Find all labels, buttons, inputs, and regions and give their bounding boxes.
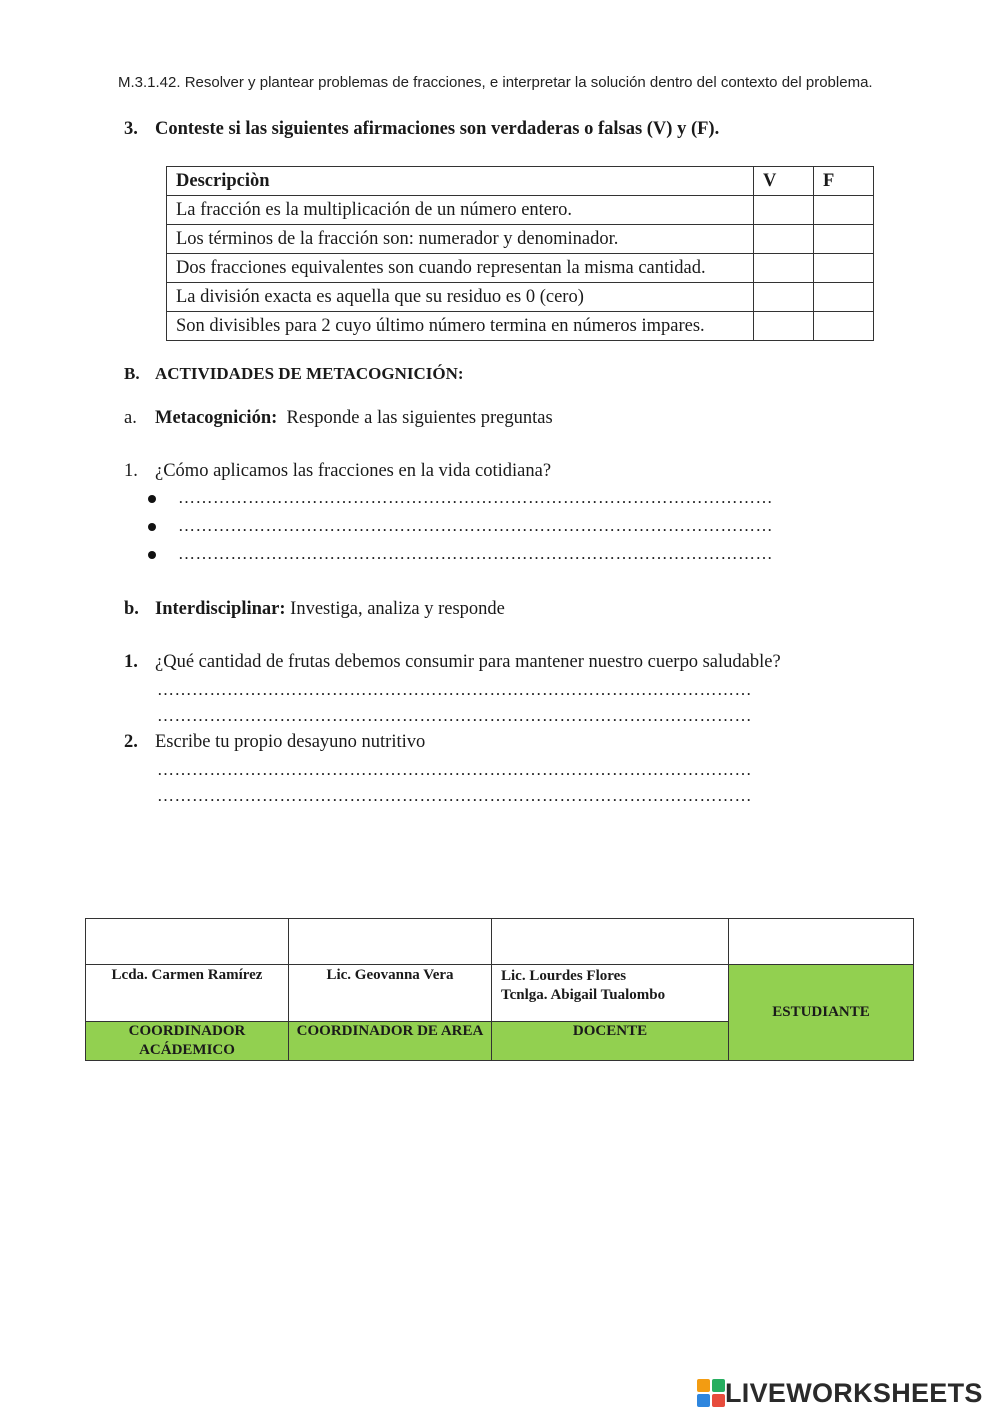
answer-line[interactable]: ………………………………………………………………………………………… xyxy=(157,760,752,779)
name-line: Lic. Lourdes Flores xyxy=(501,968,627,984)
objective-text: M.3.1.42. Resolver y plantear problemas de fracciones, e interpretar la solución dentro del contexto del problema. xyxy=(118,74,873,91)
metacognicion-q1-text: ¿Cómo aplicamos las fracciones en la vida cotidiana? xyxy=(155,461,552,481)
statement-cell: Los términos de la fracción son: numerador y denominador. xyxy=(167,225,754,254)
header-f: F xyxy=(814,167,874,196)
metacognicion-text: Responde a las siguientes preguntas xyxy=(286,408,553,428)
signature-cell xyxy=(492,919,729,965)
liveworksheets-logo-icon xyxy=(697,1379,725,1407)
role-cell: COORDINADOR DE AREA xyxy=(289,1022,492,1061)
table-row xyxy=(167,254,874,283)
table-row xyxy=(167,312,874,341)
section3-number: 3. xyxy=(124,119,138,139)
signature-blank-row xyxy=(86,919,914,965)
interdisciplinar-letter: b. xyxy=(124,599,139,619)
answer-cell-v[interactable] xyxy=(754,283,814,312)
answer-cell-f[interactable] xyxy=(814,283,874,312)
answer-cell-v[interactable] xyxy=(754,196,814,225)
interdisciplinar-text: Investiga, analiza y responde xyxy=(290,599,505,619)
table-row xyxy=(167,283,874,312)
answer-cell-v[interactable] xyxy=(754,225,814,254)
true-false-table xyxy=(166,166,874,341)
interdisciplinar-q1-number: 1. xyxy=(124,652,138,672)
answer-cell-f[interactable] xyxy=(814,225,874,254)
answer-line[interactable]: ………………………………………………………………………………………… xyxy=(157,680,752,699)
name-line: Tcnlga. Abigail Tualombo xyxy=(501,987,666,1003)
name-cell: Lic. Geovanna Vera xyxy=(289,965,492,1022)
signature-cell xyxy=(86,919,289,965)
metacognicion-heading xyxy=(155,406,553,430)
sectionB-letter: B. xyxy=(124,364,140,383)
header-description: Descripciòn xyxy=(167,167,754,196)
section3-title: Conteste si las siguientes afirmaciones son verdaderas o falsas (V) y (F). xyxy=(155,119,720,139)
header-v: V xyxy=(754,167,814,196)
logo-text: LIVEWORKSHEETS xyxy=(725,1377,983,1408)
interdisciplinar-q1-text: ¿Qué cantidad de frutas debemos consumir para mantener nuestro cuerpo saludable? xyxy=(155,652,781,672)
table-row xyxy=(167,225,874,254)
answer-cell-v[interactable] xyxy=(754,254,814,283)
interdisciplinar-q2-number: 2. xyxy=(124,732,138,752)
interdisciplinar-label: Interdisciplinar: xyxy=(155,599,286,619)
signature-table xyxy=(85,918,914,1061)
bullet-icon xyxy=(148,523,156,531)
sectionB-title: ACTIVIDADES DE METACOGNICIÓN: xyxy=(155,364,464,383)
statement-cell: Dos fracciones equivalentes son cuando representan la misma cantidad. xyxy=(167,254,754,283)
answer-cell-f[interactable] xyxy=(814,312,874,341)
metacognicion-label: Metacognición: xyxy=(155,408,278,428)
answer-cell-f[interactable] xyxy=(814,254,874,283)
role-cell: COORDINADOR ACÁDEMICO xyxy=(86,1022,289,1061)
statement-cell: La división exacta es aquella que su residuo es 0 (cero) xyxy=(167,283,754,312)
bullet-icon xyxy=(148,551,156,559)
table-header-row xyxy=(167,167,874,196)
name-cell: Lcda. Carmen Ramírez xyxy=(86,965,289,1022)
answer-line[interactable]: ………………………………………………………………………………………… xyxy=(178,544,773,563)
metacognicion-letter: a. xyxy=(124,408,137,428)
answer-line[interactable]: ………………………………………………………………………………………… xyxy=(157,706,752,725)
signature-names-row xyxy=(86,965,914,1022)
interdisciplinar-q2-text: Escribe tu propio desayuno nutritivo xyxy=(155,732,426,752)
signature-cell xyxy=(729,919,914,965)
interdisciplinar-heading xyxy=(155,597,505,621)
student-role-cell: ESTUDIANTE xyxy=(729,965,914,1061)
table-row xyxy=(167,196,874,225)
answer-cell-v[interactable] xyxy=(754,312,814,341)
signature-cell xyxy=(289,919,492,965)
statement-cell: Son divisibles para 2 cuyo último número termina en números impares. xyxy=(167,312,754,341)
liveworksheets-logo xyxy=(697,1377,983,1409)
answer-line[interactable]: ………………………………………………………………………………………… xyxy=(178,488,773,507)
answer-line[interactable]: ………………………………………………………………………………………… xyxy=(157,786,752,805)
answer-cell-f[interactable] xyxy=(814,196,874,225)
docente-names-cell xyxy=(492,965,729,1022)
metacognicion-q1-number: 1. xyxy=(124,461,138,481)
answer-line[interactable]: ………………………………………………………………………………………… xyxy=(178,516,773,535)
bullet-icon xyxy=(148,495,156,503)
role-cell: DOCENTE xyxy=(492,1022,729,1061)
statement-cell: La fracción es la multiplicación de un número entero. xyxy=(167,196,754,225)
